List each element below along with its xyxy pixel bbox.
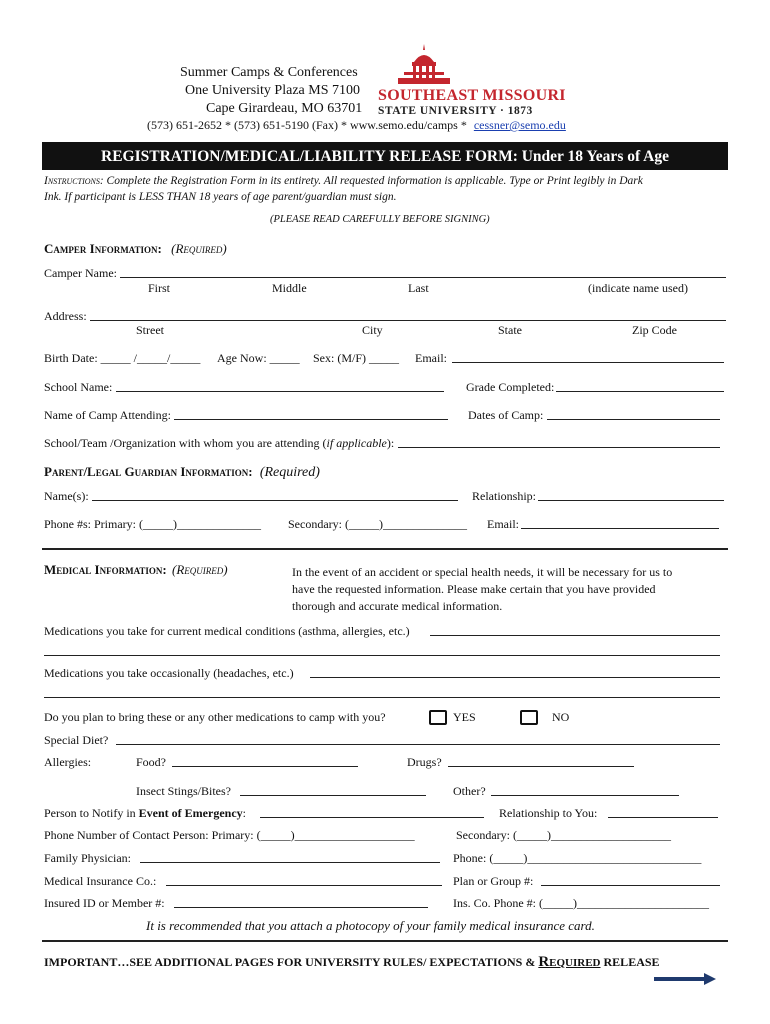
contact-relationship-label: Relationship to You: xyxy=(499,806,598,820)
occasional-meds-field-2[interactable] xyxy=(44,697,720,698)
camper-section-heading xyxy=(44,241,227,257)
arrow-right-icon xyxy=(654,972,718,986)
important-notice xyxy=(44,954,660,971)
no-label: NO xyxy=(552,710,570,724)
camp-name-field[interactable] xyxy=(174,419,448,420)
parent-primary-phone[interactable]: Phone #s: Primary: (_____)______________ xyxy=(44,517,261,531)
physician-field[interactable] xyxy=(140,862,440,863)
header-line-3: Cape Girardeau, MO 63701 xyxy=(206,101,363,116)
medical-note-3: thorough and accurate medical information. xyxy=(292,599,503,613)
drugs-allergy-field[interactable] xyxy=(448,766,634,767)
camper-required: (Required) xyxy=(171,241,227,256)
sex-field[interactable]: Sex: (M/F) _____ xyxy=(313,351,400,365)
parent-secondary-phone[interactable]: Secondary: (_____)______________ xyxy=(288,517,467,531)
medical-required: (Required) xyxy=(172,562,228,577)
release-text: RELEASE xyxy=(600,955,660,969)
relationship-label: Relationship: xyxy=(472,489,536,503)
middle-label: Middle xyxy=(272,281,307,295)
parent-section-heading xyxy=(44,464,320,481)
relationship-field[interactable] xyxy=(538,500,724,501)
dates-field[interactable] xyxy=(547,419,720,420)
name-used-label: (indicate name used) xyxy=(588,281,688,295)
current-meds-label: Medications you take for current medical conditions (asthma, allergies, etc.) xyxy=(44,624,410,638)
required-text: Required xyxy=(538,954,601,970)
drugs-allergy-label: Drugs? xyxy=(407,755,442,769)
bring-meds-question: Do you plan to bring these or any other medications to camp with you? xyxy=(44,710,386,724)
header-line-2: One University Plaza MS 7100 xyxy=(185,83,360,98)
parent-heading-text: Parent/Legal Guardian Information: xyxy=(44,464,253,479)
grade-field[interactable] xyxy=(556,391,724,392)
occasional-meds-label: Medications you take occasionally (headaches, etc.) xyxy=(44,666,294,680)
contact-text: (573) 651-2652 * (573) 651-5190 (Fax) * www.semo.edu/camps * xyxy=(147,118,467,132)
insect-allergy-label: Insect Stings/Bites? xyxy=(136,784,231,798)
camper-name-label: Camper Name: xyxy=(44,266,117,280)
logo-name: SOUTHEAST MISSOURI xyxy=(378,87,566,104)
org-text: School/Team /Organization with whom you are attending ( xyxy=(44,436,327,450)
insured-id-label: Insured ID or Member #: xyxy=(44,896,165,910)
medical-note-2: have the requested information. Please make certain that you have provided xyxy=(292,582,656,596)
no-checkbox[interactable] xyxy=(520,710,538,725)
medical-heading-text: Medical Information: xyxy=(44,562,167,577)
medical-note-1: In the event of an accident or special health needs, it will be necessary for us to xyxy=(292,565,673,579)
notify-bold: Event of Emergency xyxy=(138,806,243,820)
notify-post: : xyxy=(242,806,246,820)
logo-subtitle: STATE UNIVERSITY · 1873 xyxy=(378,105,533,117)
city-label: City xyxy=(362,323,383,337)
contact-secondary-phone[interactable]: Secondary: (_____)____________________ xyxy=(456,828,671,842)
contact-primary-phone[interactable]: Phone Number of Contact Person: Primary: (_____)____________________ xyxy=(44,828,415,842)
university-logo xyxy=(378,42,568,120)
parent-email-label: Email: xyxy=(487,517,519,531)
instructions-text-1: Complete the Registration Form in its entirety. All requested information is applicable. Type or Print legibly in Dark xyxy=(103,175,643,187)
instructions-label: Instructions: xyxy=(44,175,104,187)
current-meds-field-2[interactable] xyxy=(44,655,720,656)
insured-id-field[interactable] xyxy=(174,907,428,908)
building-dome-icon xyxy=(394,42,454,86)
form-title: REGISTRATION/MEDICAL/LIABILITY RELEASE FORM: Under 18 Years of Age xyxy=(42,142,728,170)
school-label: School Name: xyxy=(44,380,113,394)
important-text: IMPORTANT…SEE ADDITIONAL PAGES FOR UNIVERSITY RULES/ EXPECTATIONS & xyxy=(44,955,539,969)
last-label: Last xyxy=(408,281,429,295)
parent-names-label: Name(s): xyxy=(44,489,89,503)
footer-divider xyxy=(42,940,728,942)
grade-label: Grade Completed: xyxy=(466,380,555,394)
parent-names-field[interactable] xyxy=(92,500,458,501)
physician-phone[interactable]: Phone: (_____)_____________________________ xyxy=(453,851,702,865)
plan-field[interactable] xyxy=(541,885,720,886)
other-allergy-field[interactable] xyxy=(491,795,679,796)
special-diet-label: Special Diet? xyxy=(44,733,109,747)
contact-relationship-field[interactable] xyxy=(608,817,718,818)
instructions xyxy=(44,175,643,187)
photocopy-note: It is recommended that you attach a photocopy of your family medical insurance card. xyxy=(146,918,595,933)
camper-email-field[interactable] xyxy=(452,362,724,363)
camper-name-field[interactable] xyxy=(120,277,726,278)
school-field[interactable] xyxy=(116,391,444,392)
yes-label: YES xyxy=(453,710,476,724)
parent-required: (Required) xyxy=(259,465,320,480)
section-divider xyxy=(42,548,728,550)
occasional-meds-field[interactable] xyxy=(310,677,720,678)
street-label: Street xyxy=(136,323,164,337)
food-allergy-field[interactable] xyxy=(172,766,358,767)
birth-date-field[interactable]: Birth Date: _____ /_____/_____ xyxy=(44,351,201,365)
insurance-phone[interactable]: Ins. Co. Phone #: (_____)______________________ xyxy=(453,896,709,910)
organization-label xyxy=(44,436,394,451)
emergency-contact-label xyxy=(44,806,246,821)
header-line-1: Summer Camps & Conferences xyxy=(180,65,358,80)
org-italic: if applicable xyxy=(326,436,387,450)
instructions-text-2: Ink. If participant is LESS THAN 18 years of age parent/guardian must sign. xyxy=(44,191,397,203)
notify-pre: Person to Notify in xyxy=(44,806,139,820)
camp-name-label: Name of Camp Attending: xyxy=(44,408,171,422)
emergency-contact-field[interactable] xyxy=(260,817,484,818)
current-meds-field[interactable] xyxy=(430,635,720,636)
special-diet-field[interactable] xyxy=(116,744,720,745)
camper-heading-text: Camper Information: xyxy=(44,241,162,256)
org-end: ): xyxy=(386,436,395,450)
insect-allergy-field[interactable] xyxy=(240,795,426,796)
other-allergy-label: Other? xyxy=(453,784,486,798)
address-label: Address: xyxy=(44,309,87,323)
organization-field[interactable] xyxy=(398,447,720,448)
camper-email-label: Email: xyxy=(415,351,447,365)
state-label: State xyxy=(498,323,522,337)
medical-section-heading xyxy=(44,562,228,578)
physician-label: Family Physician: xyxy=(44,851,131,865)
contact-line xyxy=(147,118,566,133)
zip-label: Zip Code xyxy=(632,323,677,337)
dates-label: Dates of Camp: xyxy=(468,408,544,422)
address-field[interactable] xyxy=(90,320,726,321)
plan-label: Plan or Group #: xyxy=(453,874,534,888)
food-allergy-label: Food? xyxy=(136,755,166,769)
yes-checkbox[interactable] xyxy=(429,710,447,725)
allergies-label: Allergies: xyxy=(44,755,92,769)
parent-email-field[interactable] xyxy=(521,528,719,529)
insurance-field[interactable] xyxy=(166,885,442,886)
age-field[interactable]: Age Now: _____ xyxy=(217,351,300,365)
insurance-label: Medical Insurance Co.: xyxy=(44,874,157,888)
instructions-note: (PLEASE READ CAREFULLY BEFORE SIGNING) xyxy=(270,214,490,225)
first-label: First xyxy=(148,281,171,295)
email-link[interactable]: cessner@semo.edu xyxy=(473,118,566,132)
